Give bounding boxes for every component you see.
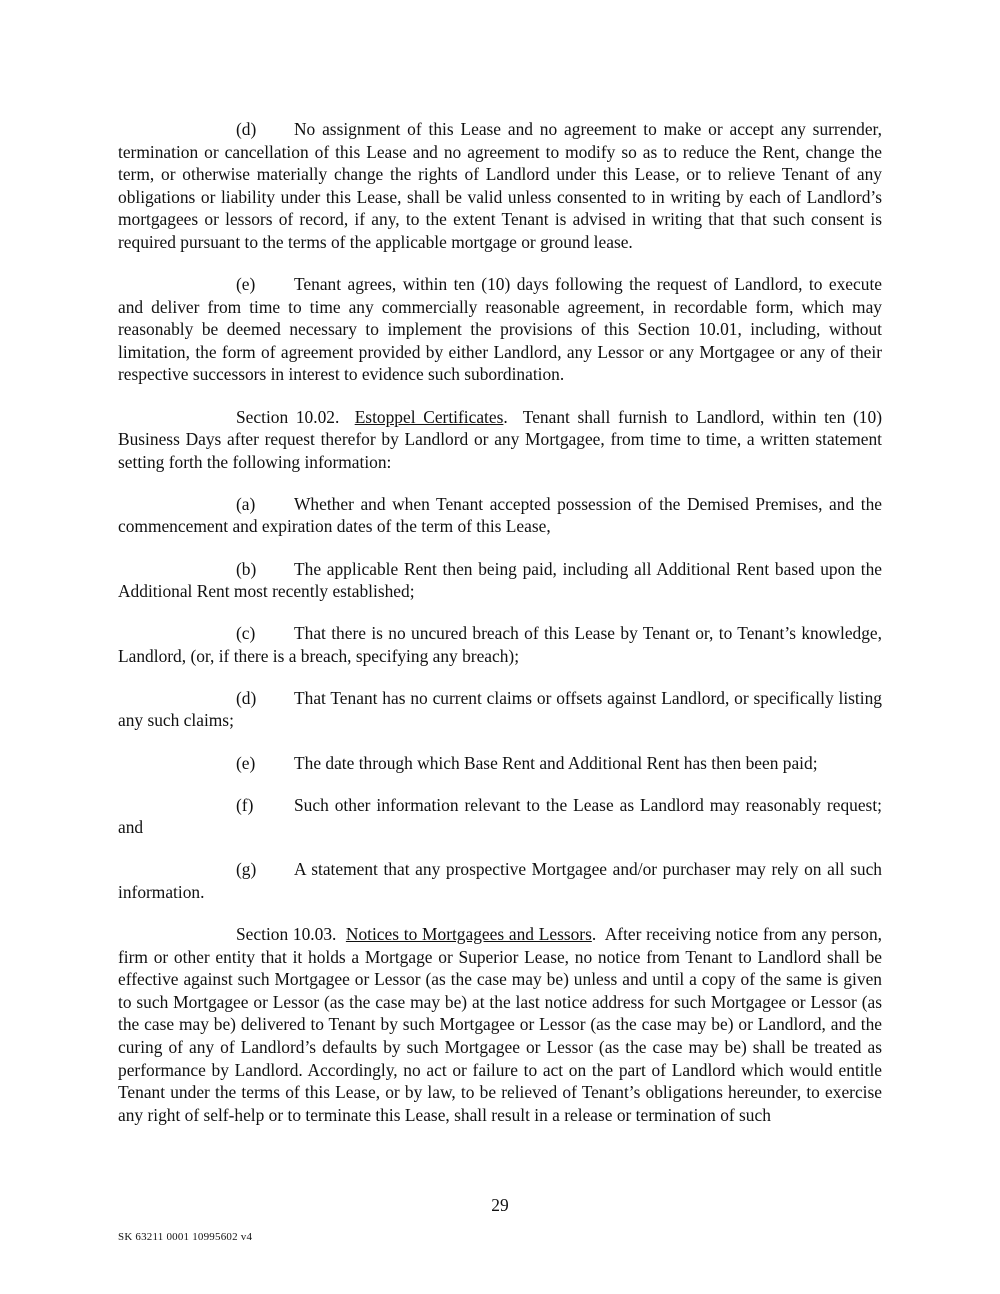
paragraph-text: The applicable Rent then being paid, including all Additional Rent based upon the Additional Rent most recently established; [118, 558, 882, 602]
paragraph-a-possession [118, 493, 882, 538]
paragraph-text: After receiving notice from any person, firm or other entity that it holds a Mortgage or Superior Lease, no notice from Tenant to Landlord shall be effective against such Mortgagee or Lessor (as the case may be) unless and until a copy of the same is given to such Mortgagee or Lessor (as the case may be) at the last notice address for such Mortgagee or Lessor (as the case may be) delivered to Tenant by such Mortgagee or Lessor (as the case may be) or Landlord, and the curing of any of Landlord’s defaults by such Mortgagee or Lessor (as the case may be) shall be treated as performance by Landlord. Accordingly, no act or failure to act on the part of Landlord which would entitle Tenant under the terms of this Lease, or by law, to be relieved of Tenant’s obligations hereunder, to exercise any right of self-help or to terminate this Lease, shall result in a release or termination of such [118, 924, 882, 1125]
list-marker: (a) [236, 493, 256, 514]
paragraph-e-agreement [118, 273, 882, 386]
list-marker: (f) [236, 794, 254, 815]
paragraph-text: The date through which Base Rent and Additional Rent has then been paid; [294, 752, 818, 773]
page-number: 29 [491, 1195, 509, 1215]
paragraph-text: No assignment of this Lease and no agreement to make or accept any surrender, termination or cancellation of this Lease and no agreement to modify so as to reduce the Rent, change the term, or otherwise materially change the rights of Landlord under this Lease, or to relieve Tenant of any obligations or liability under this Lease, shall be valid unless consented to in writing by each of Landlord’s mortgagees or lessors of record, if any, to the extent Tenant is advised in writing that that such consent is required pursuant to the terms of the applicable mortgage or ground lease. [118, 119, 882, 252]
paragraph-g-reliance [118, 858, 882, 903]
list-marker: (e) [236, 752, 256, 773]
paragraph-text: That Tenant has no current claims or offsets against Landlord, or specifically listing any such claims; [118, 687, 882, 731]
list-marker: (d) [236, 687, 257, 708]
paragraph-c-breach [118, 622, 882, 667]
section-heading: Estoppel Certificates [354, 406, 504, 427]
paragraph-text: Such other information relevant to the Lease as Landlord may reasonably request; and [118, 794, 882, 838]
list-marker: (e) [236, 274, 256, 295]
list-marker: (g) [236, 859, 257, 880]
document-footer-id: SK 63211 0001 10995602 v4 [118, 1231, 253, 1243]
paragraph-d-assignment [118, 118, 882, 254]
paragraph-text: That there is no uncured breach of this Lease by Tenant or, to Tenant’s knowledge, Landlord, (or, if there is a breach, specifying any breach); [118, 623, 882, 666]
section-number: Section 10.02. [236, 406, 340, 427]
list-marker: (b) [236, 558, 257, 579]
paragraph-text: Tenant agrees, within ten (10) days following the request of Landlord, to execute and deliver from time to time any commercially reasonable agreement, in recordable form, which may reasonably be deemed necessary to implement the provisions of this Section 10.01, including, without limitation, the form of agreement provided by either Landlord, any Lessor or any Mortgagee or any of their respective successors in interest to evidence such subordination. [118, 274, 882, 385]
paragraph-e-paid-date [118, 752, 882, 775]
paragraph-text: Whether and when Tenant accepted possession of the Demised Premises, and the commencement and expiration dates of the term of this Lease, [118, 493, 882, 537]
paragraph-b-rent [118, 558, 882, 603]
paragraph-text: Tenant shall furnish to Landlord, within ten (10) Business Days after request therefor by Landlord or any Mortgagee, from time to time, a written statement setting forth the following information: [118, 406, 882, 472]
section-number: Section 10.03. [236, 924, 337, 945]
section-heading: Notices to Mortgagees and Lessors [345, 924, 592, 945]
paragraph-d-claims [118, 687, 882, 732]
section-10-03: Section 10.03. Notices to Mortgagees and Lessors. After receiving notice from any person, firm or other entity that it holds a Mortgage or Superior Lease, no notice from Tenant to Landlord shall be effective against such Mortgagee or Lessor (as the case may be) unless and until a copy of the same is given to such Mortgagee or Lessor (as the case may be) at the last notice address for such Mortgagee or Lessor (as the case may be) delivered to Tenant by such Mortgagee or Lessor (as the case may be) or Landlord, and the curing of any of Landlord’s defaults by such Mortgagee or Lessor (as the case may be) shall be treated as performance by Landlord. Accordingly, no act or failure to act on the part of Landlord which would entitle Tenant under the terms of this Lease, or by law, to be relieved of Tenant’s obligations hereunder, to exercise any right of self-help or to terminate this Lease, shall result in a release or termination of such [118, 924, 882, 1125]
section-10-02: Section 10.02. Estoppel Certificates. Tenant shall furnish to Landlord, within ten (10) Business Days after request therefor by Landlord or any Mortgagee, from time to time, a written statement setting forth the following information: [118, 406, 882, 472]
document-body [118, 118, 882, 1146]
list-marker: (d) [236, 119, 257, 139]
paragraph-f-other-info [118, 794, 882, 839]
list-marker: (c) [236, 623, 256, 644]
paragraph-text: A statement that any prospective Mortgagee and/or purchaser may rely on all such information. [118, 859, 882, 902]
